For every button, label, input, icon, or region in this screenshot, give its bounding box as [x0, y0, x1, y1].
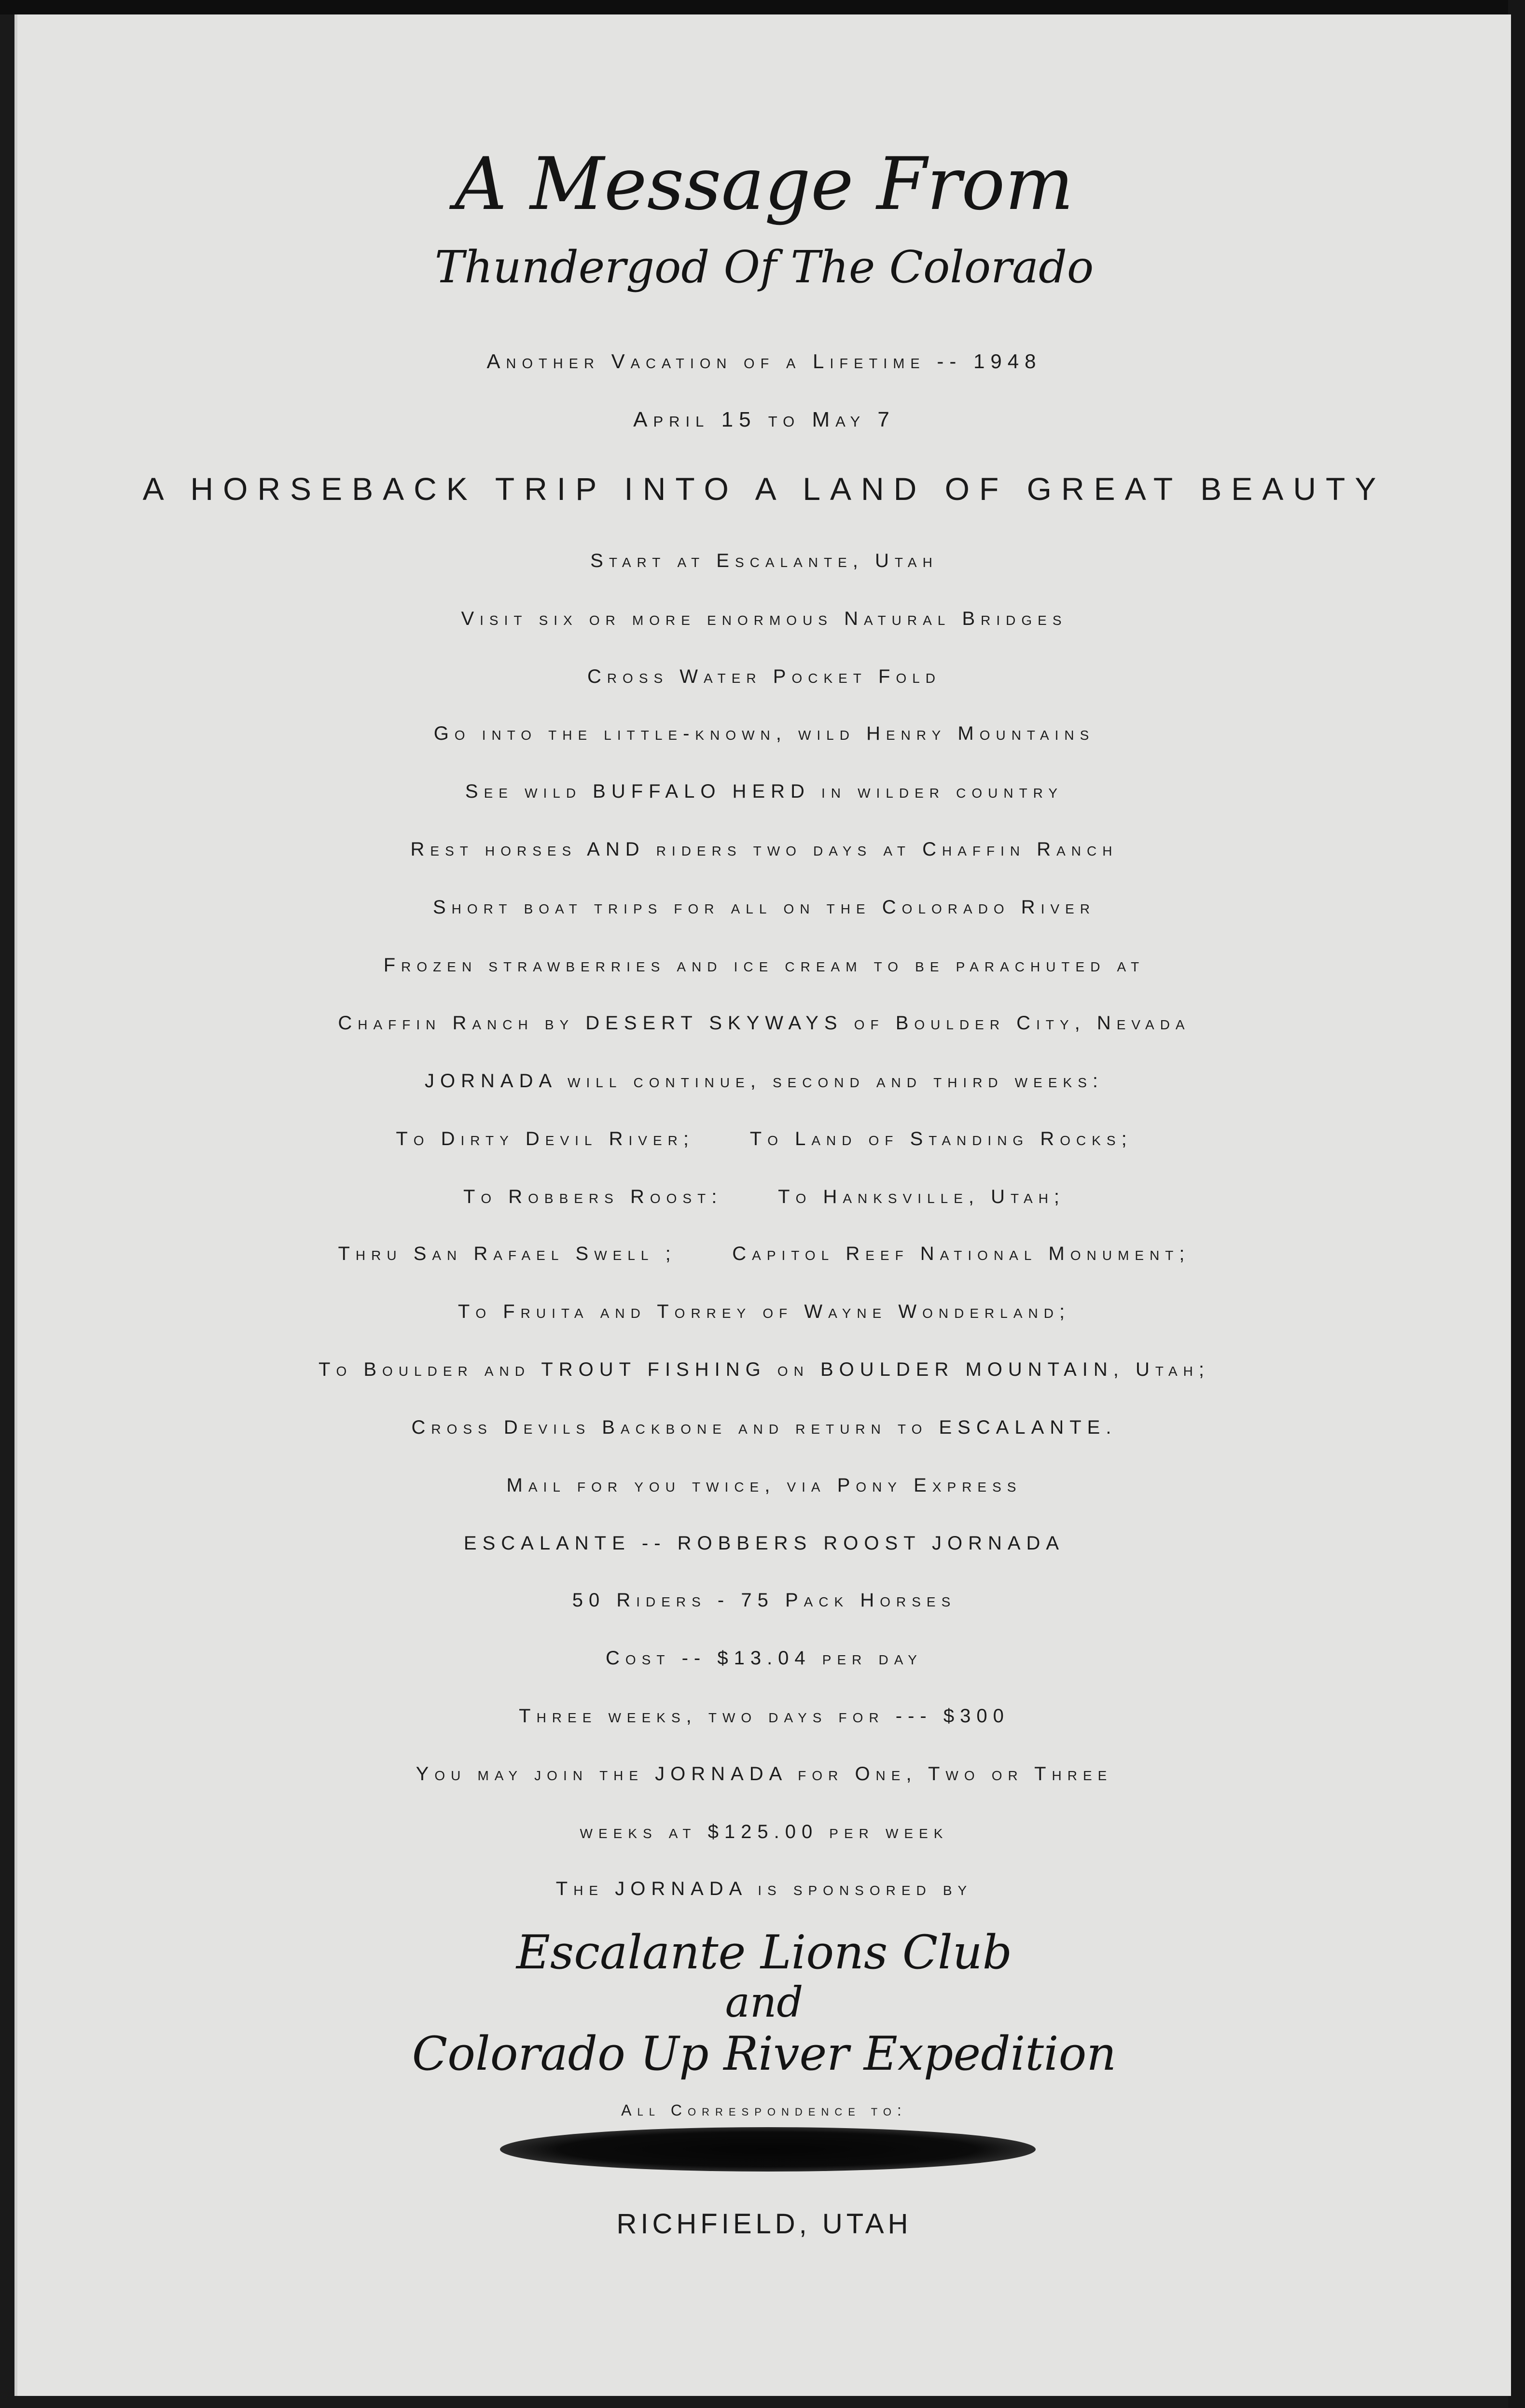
list-item: weeks at $125.00 per week: [580, 1821, 949, 1842]
list-item: To Dirty Devil River; To Land of Standing Rocks;: [396, 1128, 1133, 1149]
correspondence-label: All Correspondence to:: [621, 2102, 907, 2119]
list-item: To Boulder and TROUT FISHING on BOULDER MOUNTAIN, Utah;: [319, 1359, 1210, 1380]
list-item: JORNADA will continue, second and third weeks:: [425, 1070, 1104, 1092]
list-item: 50 Riders - 75 Pack Horses: [572, 1590, 957, 1611]
trip-dates: April 15 to May 7: [633, 408, 895, 431]
sponsor-name: Escalante Lions Club: [516, 1925, 1012, 1979]
list-item: Cross Water Pocket Fold: [587, 666, 942, 687]
list-item: Visit six or more enormous Natural Bridges: [461, 608, 1068, 629]
list-item: Start at Escalante, Utah: [590, 550, 938, 571]
headline: A HORSEBACK TRIP INTO A LAND OF GREAT BEAUTY: [142, 471, 1386, 507]
list-item: To Fruita and Torrey of Wayne Wonderland;: [458, 1301, 1071, 1322]
list-item: Mail for you twice, via Pony Express: [506, 1475, 1022, 1496]
list-item: Chaffin Ranch by DESERT SKYWAYS of Boulder City, Nevada: [338, 1012, 1191, 1034]
list-item: Cross Devils Backbone and return to ESCALANTE.: [411, 1417, 1117, 1438]
list-item: The JORNADA is sponsored by: [555, 1878, 973, 1899]
title-line-1: A Message From: [455, 142, 1074, 226]
list-item: Thru San Rafael Swell ; Capitol Reef National Monument;: [338, 1243, 1191, 1264]
list-item: Go into the little-known, wild Henry Mountains: [433, 723, 1095, 744]
list-item: Cost -- $13.04 per day: [606, 1647, 923, 1669]
list-item: Short boat trips for all on the Colorado River: [432, 897, 1096, 918]
list-item: Three weeks, two days for --- $300: [519, 1705, 1010, 1727]
redacted-address: [500, 2127, 1036, 2172]
document-page: [14, 14, 1511, 2396]
sponsor-conjunction: and: [725, 1979, 804, 2027]
list-item: To Robbers Roost: To Hanksville, Utah;: [463, 1186, 1066, 1207]
list-item: See wild BUFFALO HERD in wilder country: [465, 781, 1064, 802]
list-item: Rest horses AND riders two days at Chaffin Ranch: [410, 839, 1118, 860]
list-item: ESCALANTE -- ROBBERS ROOST JORNADA: [463, 1533, 1065, 1554]
city-line: RICHFIELD, UTAH: [616, 2208, 912, 2240]
title-line-2: Thundergod Of The Colorado: [434, 241, 1094, 293]
list-item: Frozen strawberries and ice cream to be parachuted at: [383, 955, 1145, 976]
film-edge-top: [0, 0, 1525, 14]
sponsor-name-2: Colorado Up River Expedition: [412, 2027, 1117, 2081]
subtitle: Another Vacation of a Lifetime -- 1948: [486, 350, 1042, 373]
list-item: You may join the JORNADA for One, Two or Three: [416, 1763, 1113, 1785]
